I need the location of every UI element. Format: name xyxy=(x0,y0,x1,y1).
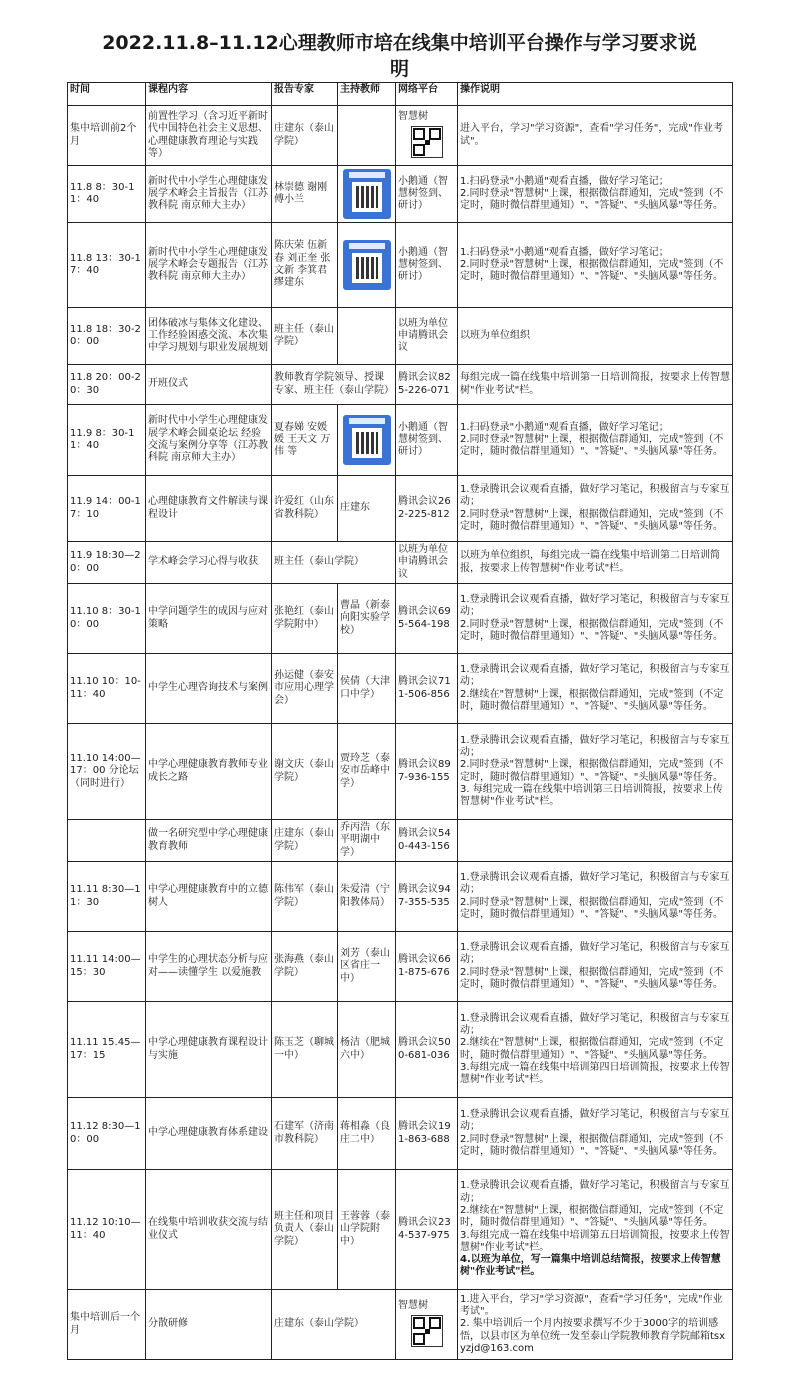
cell-time: 11.10 8：30-10：00 xyxy=(68,584,146,654)
table-row xyxy=(68,1170,733,1290)
table-row xyxy=(68,166,733,223)
cell-ops xyxy=(458,1002,733,1098)
table-row xyxy=(68,106,733,166)
cell-ops xyxy=(458,476,733,542)
page-title-line2: 明 xyxy=(389,58,409,80)
ops-line: 进入平台，学习"学习资源"，查看"学习任务"，完成"作业考试"。 xyxy=(460,123,723,147)
cell-expert: 孙运健（泰安市应用心理学会） xyxy=(272,654,338,724)
cell-platform: 腾讯会议540-443-156 xyxy=(396,820,458,862)
cell-time: 11.8 20：00-20：30 xyxy=(68,365,146,405)
ops-line: 以班为单位组织 xyxy=(460,329,530,341)
cell-expert: 庄建东（泰山学院） xyxy=(272,820,338,862)
ops-line: 2.同时登录"智慧树"上课，根据微信群通知，完成"签到（不定时，随时微信群里通知）"、"答疑"、"头脑风暴"等任务。 xyxy=(460,187,724,212)
table-row xyxy=(68,724,733,820)
header-course: 课程内容 xyxy=(146,83,272,106)
live-qr-code-icon xyxy=(343,169,391,219)
ops-line: 3. 每组完成一篇在线集中培训第三日培训简报，按要求上传智慧树"作业考试"栏。 xyxy=(460,783,723,808)
table-row xyxy=(68,1098,733,1170)
cell-course: 学术峰会学习心得与收获 xyxy=(146,542,272,584)
page-title xyxy=(0,30,799,82)
cell-expert: 陈伟军（泰山学院） xyxy=(272,862,338,932)
cell-course: 中学心理健康教育课程设计与实施 xyxy=(146,1002,272,1098)
cell-host: 侯倩（大津口中学） xyxy=(338,654,396,724)
ops-line: 2.同时登录"智慧树"上课，根据微信群通知，完成"签到（不定时，随时微信群里通知）"、"答疑"、"头脑风暴"等任务。 xyxy=(460,1133,724,1157)
ops-line: 1.登录腾讯会议观看直播，做好学习笔记，积极留言与专家互动； xyxy=(460,483,730,508)
ops-line: 1.登录腾讯会议观看直播，做好学习笔记，积极留言与专家互动； xyxy=(460,1180,730,1204)
cell-expert: 张海燕（泰山学院） xyxy=(272,932,338,1002)
table-row xyxy=(68,1002,733,1098)
cell-platform: 腾讯会议711-506-856 xyxy=(396,654,458,724)
cell-platform: 腾讯会议825-226-071 xyxy=(396,365,458,405)
live-qr-code-icon xyxy=(343,240,391,290)
cell-course: 团体破冰与集体文化建设、工作经验困惑交流、本次集中学习规划与职业发展规划 xyxy=(146,308,272,365)
cell-ops xyxy=(458,308,733,365)
table-row xyxy=(68,584,733,654)
cell-time: 11.9 8：30-11：40 xyxy=(68,405,146,476)
table-row xyxy=(68,862,733,932)
cell-expert: 林崇德 谢刚 傅小兰 xyxy=(272,166,338,223)
cell-expert: 陈玉芝（聊城一中） xyxy=(272,1002,338,1098)
cell-time: 11.10 14:00—17：00 分论坛（同时进行） xyxy=(68,724,146,820)
cell-course: 中学心理健康教育教师专业成长之路 xyxy=(146,724,272,820)
cell-expert: 庄建东（泰山学院） xyxy=(272,1290,396,1360)
cell-platform: 腾讯会议500-681-036 xyxy=(396,1002,458,1098)
table-header-row xyxy=(68,83,733,106)
cell-expert: 石建军（济南市教科院） xyxy=(272,1098,338,1170)
cell-ops xyxy=(458,1290,733,1360)
cell-host: 刘芳（泰山区省庄一中） xyxy=(338,932,396,1002)
ops-line: 每组完成一篇在线集中培训第一日培训简报，按要求上传智慧树"作业考试"栏。 xyxy=(460,372,730,396)
cell-platform: 腾讯会议897-936-155 xyxy=(396,724,458,820)
ops-line: 1.扫码登录"小鹅通"观看直播，做好学习笔记； xyxy=(460,246,669,258)
cell-course: 中学问题学生的成因与应对策略 xyxy=(146,584,272,654)
cell-host: 杨洁（肥城六中） xyxy=(338,1002,396,1098)
ops-line: 3.每组完成一篇在线集中培训第五日培训简报，按要求上传智慧树"作业考试"栏。 xyxy=(460,1229,730,1253)
cell-host: 庄建东 xyxy=(338,476,396,542)
cell-course: 开班仪式 xyxy=(146,365,272,405)
page-title-line1: 2022.11.8–11.12心理教师市培在线集中培训平台操作与学习要求说 xyxy=(102,32,697,54)
cell-host xyxy=(338,405,396,476)
cell-course: 新时代中小学生心理健康发展学术峰会主旨报告（江苏教科院 南京师大主办） xyxy=(146,166,272,223)
cell-platform: 腾讯会议695-564-198 xyxy=(396,584,458,654)
cell-expert: 夏春娣 安媛媛 王天文 万伟 等 xyxy=(272,405,338,476)
cell-platform: 小鹅通（智慧树签到、研讨） xyxy=(396,405,458,476)
cell-course: 中学心理健康教育体系建设 xyxy=(146,1098,272,1170)
schedule-table xyxy=(67,82,733,1360)
cell-course: 新时代中小学生心理健康发展学术峰会圆桌论坛 经验交流与案例分享等（江苏教科院 南京师大主办） xyxy=(146,405,272,476)
table-row xyxy=(68,476,733,542)
cell-time: 11.9 18:30—20：00 xyxy=(68,542,146,584)
cell-expert: 张艳红（泰山学院附中） xyxy=(272,584,338,654)
cell-expert: 谢文庆（泰山学院） xyxy=(272,724,338,820)
header-ops: 操作说明 xyxy=(458,83,733,106)
cell-ops xyxy=(458,820,733,862)
cell-host: 曹晶（新泰向阳实验学校） xyxy=(338,584,396,654)
cell-expert: 许爱红（山东省教科院） xyxy=(272,476,338,542)
cell-expert: 教师教育学院领导、授课专家、班主任（泰山学院） xyxy=(272,365,396,405)
cell-expert: 班主任（泰山学院） xyxy=(272,542,396,584)
cell-expert: 班主任（泰山学院） xyxy=(272,308,338,365)
cell-course: 中学心理健康教育中的立德树人 xyxy=(146,862,272,932)
cell-time: 11.8 13：30-17：40 xyxy=(68,223,146,308)
cell-time: 11.12 10:10—11：40 xyxy=(68,1170,146,1290)
cell-platform: 小鹅通（智慧树签到、研讨） xyxy=(396,223,458,308)
ops-line: 1.登录腾讯会议观看直播，做好学习笔记，积极留言与专家互动； xyxy=(460,941,730,966)
ops-line: 1.登录腾讯会议观看直播，做好学习笔记，积极留言与专家互动； xyxy=(460,663,730,688)
cell-ops xyxy=(458,405,733,476)
ops-line: 2.继续在"智慧树"上课，根据微信群通知，完成"签到（不定时，随时微信群里通知）"、"答疑"、"头脑风暴"等任务。 xyxy=(460,1204,724,1229)
table-row xyxy=(68,308,733,365)
cell-course: 做一名研究型中学心理健康教育教师 xyxy=(146,820,272,862)
table-row xyxy=(68,223,733,308)
cell-course: 新时代中小学生心理健康发展学术峰会专题报告（江苏教科院 南京师大主办） xyxy=(146,223,272,308)
cell-course: 分散研修 xyxy=(146,1290,272,1360)
cell-platform: 腾讯会议191-863-688 xyxy=(396,1098,458,1170)
cell-time: 11.10 10：10-11：40 xyxy=(68,654,146,724)
ops-line: 2.同时登录"智慧树"上课，根据微信群通知，完成"签到（不定时，随时微信群里通知）"、"答疑"、"头脑风暴"等任务。 xyxy=(460,258,724,283)
cell-expert: 班主任和项目负责人（泰山学院） xyxy=(272,1170,338,1290)
ops-line: 1.进入平台，学习"学习资源"，查看"学习任务"，完成"作业考试"。 xyxy=(460,1293,723,1318)
ops-line: 2.继续在"智慧树"上课，根据微信群通知，完成"签到（不定时，随时微信群里通知）"、"答疑"、"头脑风暴"等任务。 xyxy=(460,1037,724,1061)
header-time: 时间 xyxy=(68,83,146,106)
cell-time: 11.11 14:00—15：30 xyxy=(68,932,146,1002)
ops-line: 2.同时登录"智慧树"上课，根据微信群通知，完成"签到（不定时，随时微信群里通知）"、"答疑"、"头脑风暴"等任务。 xyxy=(460,508,724,532)
cell-ops xyxy=(458,654,733,724)
cell-ops xyxy=(458,1170,733,1290)
platform-label: 智慧树 xyxy=(398,111,428,123)
cell-expert: 庄建东（泰山学院） xyxy=(272,106,338,166)
ops-line: 1.登录腾讯会议观看直播，做好学习笔记，积极留言与专家互动； xyxy=(460,871,730,896)
cell-time: 11.12 8:30—10：00 xyxy=(68,1098,146,1170)
ops-line: 3.每组完成一篇在线集中培训第四日培训简报，按要求上传智慧树"作业考试"栏。 xyxy=(460,1061,730,1086)
cell-host: 王蓉蓉（泰山学院附中） xyxy=(338,1170,396,1290)
cell-ops xyxy=(458,932,733,1002)
table-row xyxy=(68,820,733,862)
cell-time: 11.9 14：00-17：10 xyxy=(68,476,146,542)
cell-platform: 以班为单位申请腾讯会议 xyxy=(396,542,458,584)
cell-course: 前置性学习（含习近平新时代中国特色社会主义思想、心理健康教育理论与实践等） xyxy=(146,106,272,166)
ops-line: 2.同时登录"智慧树"上课，根据微信群通知，完成"签到（不定时，随时微信群里通知）"、"答疑"、"头脑风暴"等任务。 xyxy=(460,618,724,642)
table-row xyxy=(68,1290,733,1360)
ops-line-bold: 4.以班为单位，写一篇集中培训总结简报，按要求上传智慧树"作业考试"栏。 xyxy=(460,1254,721,1278)
cell-course: 在线集中培训收获交流与结业仪式 xyxy=(146,1170,272,1290)
ops-line: 2. 集中培训后一个月内按要求撰写不少于3000字的培训感悟，以县市区为单位统一发至泰山学院教师教育学院邮箱tsxyzjd@163.com xyxy=(460,1318,726,1354)
ops-line: 以班为单位组织，每组完成一篇在线集中培训第二日培训简报，按要求上传智慧树"作业考试"栏。 xyxy=(460,550,720,574)
cell-host xyxy=(338,308,396,365)
cell-time: 集中培训后一个月 xyxy=(68,1290,146,1360)
cell-host: 贾玲芝（泰安市岳峰中学） xyxy=(338,724,396,820)
cell-platform: 腾讯会议947-355-535 xyxy=(396,862,458,932)
cell-course: 中学生心理咨询技术与案例 xyxy=(146,654,272,724)
cell-platform xyxy=(396,106,458,166)
header-expert: 报告专家 xyxy=(272,83,338,106)
table-row xyxy=(68,365,733,405)
ops-line: 2.同时登录"智慧树"上课，根据微信群通知，完成"签到（不定时，随时微信群里通知）"、"答疑"、"头脑风暴"等任务。 xyxy=(460,896,724,920)
cell-platform: 腾讯会议234-537-975 xyxy=(396,1170,458,1290)
ops-line: 1.登录腾讯会议观看直播，做好学习笔记，积极留言与专家互动； xyxy=(460,734,730,758)
cell-ops xyxy=(458,862,733,932)
qr-code-icon xyxy=(411,126,443,158)
cell-host xyxy=(338,106,396,166)
cell-platform: 腾讯会议262-225-812 xyxy=(396,476,458,542)
cell-ops xyxy=(458,1098,733,1170)
table-row xyxy=(68,654,733,724)
cell-course: 中学生的心理状态分析与应对——读懂学生 以爱施教 xyxy=(146,932,272,1002)
cell-time xyxy=(68,820,146,862)
cell-ops xyxy=(458,542,733,584)
cell-ops xyxy=(458,584,733,654)
cell-time: 11.11 8:30—11：30 xyxy=(68,862,146,932)
ops-line: 2.同时登录"智慧树"上课，根据微信群通知，完成"签到（不定时，随时微信群里通知）"、"答疑"、"头脑风暴"等任务。 xyxy=(460,433,724,458)
ops-line: 2.同时登录"智慧树"上课，根据微信群通知，完成"签到（不定时，随时微信群里通知）"、"答疑"、"头脑风暴"等任务。 xyxy=(460,759,724,783)
table-row xyxy=(68,542,733,584)
cell-host xyxy=(338,166,396,223)
ops-line: 1.扫码登录"小鹅通"观看直播，做好学习笔记； xyxy=(460,421,669,433)
cell-ops xyxy=(458,106,733,166)
table-row xyxy=(68,932,733,1002)
cell-course: 心理健康教育文件解读与课程设计 xyxy=(146,476,272,542)
cell-host xyxy=(338,223,396,308)
cell-expert: 陈庆荣 伍新春 刘正奎 张文新 李箕君 缪建东 xyxy=(272,223,338,308)
cell-time: 11.8 8：30-11：40 xyxy=(68,166,146,223)
header-platform: 网络平台 xyxy=(396,83,458,106)
cell-time: 11.11 15.45—17：15 xyxy=(68,1002,146,1098)
ops-line: 2.同时登录"智慧树"上课，根据微信群通知，完成"签到（不定时，随时微信群里通知）"、"答疑"、"头脑风暴"等任务。 xyxy=(460,966,724,990)
cell-platform xyxy=(396,1290,458,1360)
ops-line: 1.扫码登录"小鹅通"观看直播，做好学习笔记； xyxy=(460,175,669,187)
ops-line: 1.登录腾讯会议观看直播，做好学习笔记，积极留言与专家互动； xyxy=(460,1012,730,1036)
cell-host: 蒋相淼（良庄二中） xyxy=(338,1098,396,1170)
qr-code-icon xyxy=(411,1315,443,1347)
cell-host: 朱爱清（宁阳教体局） xyxy=(338,862,396,932)
cell-time: 集中培训前2个月 xyxy=(68,106,146,166)
platform-label: 智慧树 xyxy=(398,1300,428,1312)
cell-platform: 腾讯会议661-875-676 xyxy=(396,932,458,1002)
header-host: 主持教师 xyxy=(338,83,396,106)
cell-ops xyxy=(458,724,733,820)
cell-ops xyxy=(458,166,733,223)
cell-ops xyxy=(458,223,733,308)
cell-host: 乔丙浩（东平明湖中学） xyxy=(338,820,396,862)
cell-platform: 以班为单位申请腾讯会议 xyxy=(396,308,458,365)
ops-line: 1.登录腾讯会议观看直播，做好学习笔记，积极留言与专家互动； xyxy=(460,593,730,618)
cell-platform: 小鹅通（智慧树签到、研讨） xyxy=(396,166,458,223)
cell-time: 11.8 18：30-20：00 xyxy=(68,308,146,365)
table-row xyxy=(68,405,733,476)
ops-line: 2.继续在"智慧树"上课，根据微信群通知，完成"签到（不定时，随时微信群里通知）"、"答疑"、"头脑风暴"等任务。 xyxy=(460,688,724,712)
live-qr-code-icon xyxy=(343,415,391,465)
cell-ops xyxy=(458,365,733,405)
ops-line: 1.登录腾讯会议观看直播，做好学习笔记，积极留言与专家互动； xyxy=(460,1108,730,1133)
